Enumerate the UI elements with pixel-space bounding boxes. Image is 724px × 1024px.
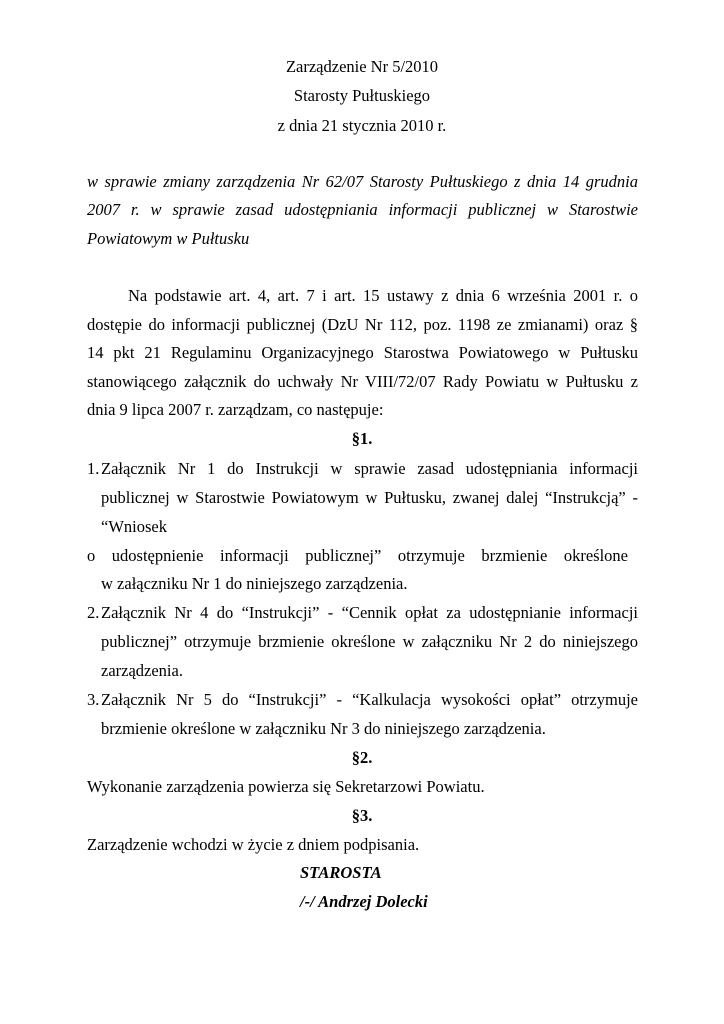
item-2-line-3: zarządzenia. [101,661,183,680]
item-3-number: 3. [87,690,100,709]
section-3-heading: §3. [351,806,373,825]
item-1-number: 1. [87,459,100,478]
preamble-line-1: Na podstawie art. 4, art. 7 i art. 15 ustawy z dnia 6 września 2001 r. o [128,286,638,305]
item-2-number: 2. [87,603,100,622]
preamble-line-4: stanowiącego załącznik do uchwały Nr VIII/72/07 Rady Powiatu w Pułtusku z [87,372,638,391]
section-2-text: Wykonanie zarządzenia powierza się Sekretarzowi Powiatu. [87,777,485,796]
item-3-line-2: brzmienie określone w załączniku Nr 3 do niniejszego zarządzenia. [101,719,546,738]
item-1-line-1: Załącznik Nr 1 do Instrukcji w sprawie zasad udostępniania informacji [101,459,638,478]
item-3-line-1: Załącznik Nr 5 do “Instrukcji” - “Kalkulacja wysokości opłat” otrzymuje [101,690,638,709]
subject-line-1: w sprawie zmiany zarządzenia Nr 62/07 Starosty Pułtuskiego z dnia 14 grudnia [87,172,638,191]
document-date: z dnia 21 stycznia 2010 r. [277,116,447,135]
subject-line-2: 2007 r. w sprawie zasad udostępniania informacji publicznej w Starostwie [87,200,638,219]
item-2-line-2: publicznej” otrzymuje brzmienie określone w załączniku Nr 2 do niniejszego [101,632,638,651]
section-2-heading: §2. [351,748,373,767]
subject-line-3: Powiatowym w Pułtusku [87,229,250,248]
preamble-line-2: dostępie do informacji publicznej (DzU Nr 112, poz. 1198 ze zmianami) oraz § [87,315,638,334]
document-issuer: Starosty Pułtuskiego [293,86,431,105]
item-2-line-1: Załącznik Nr 4 do “Instrukcji” - “Cennik opłat za udostępnianie informacji [101,603,638,622]
item-1-line-5: w załączniku Nr 1 do niniejszego zarządzenia. [101,574,408,593]
item-1-line-4: o udostępnienie informacji publicznej” otrzymuje brzmienie określone [87,546,628,565]
preamble-line-3: 14 pkt 21 Regulaminu Organizacyjnego Starostwa Powiatowego w Pułtusku [87,343,638,362]
signature-name: /-/ Andrzej Dolecki [300,892,428,911]
section-1-heading: §1. [351,429,373,448]
section-3-text: Zarządzenie wchodzi w życie z dniem podpisania. [87,835,420,854]
item-1-line-2: publicznej w Starostwie Powiatowym w Pułtusku, zwanej dalej “Instrukcją” - [101,488,638,507]
preamble-line-5: dnia 9 lipca 2007 r. zarządzam, co następuje: [87,400,384,419]
signature-title: STAROSTA [300,863,382,882]
document-title: Zarządzenie Nr 5/2010 [285,57,439,76]
item-1-line-3: “Wniosek [101,517,167,536]
